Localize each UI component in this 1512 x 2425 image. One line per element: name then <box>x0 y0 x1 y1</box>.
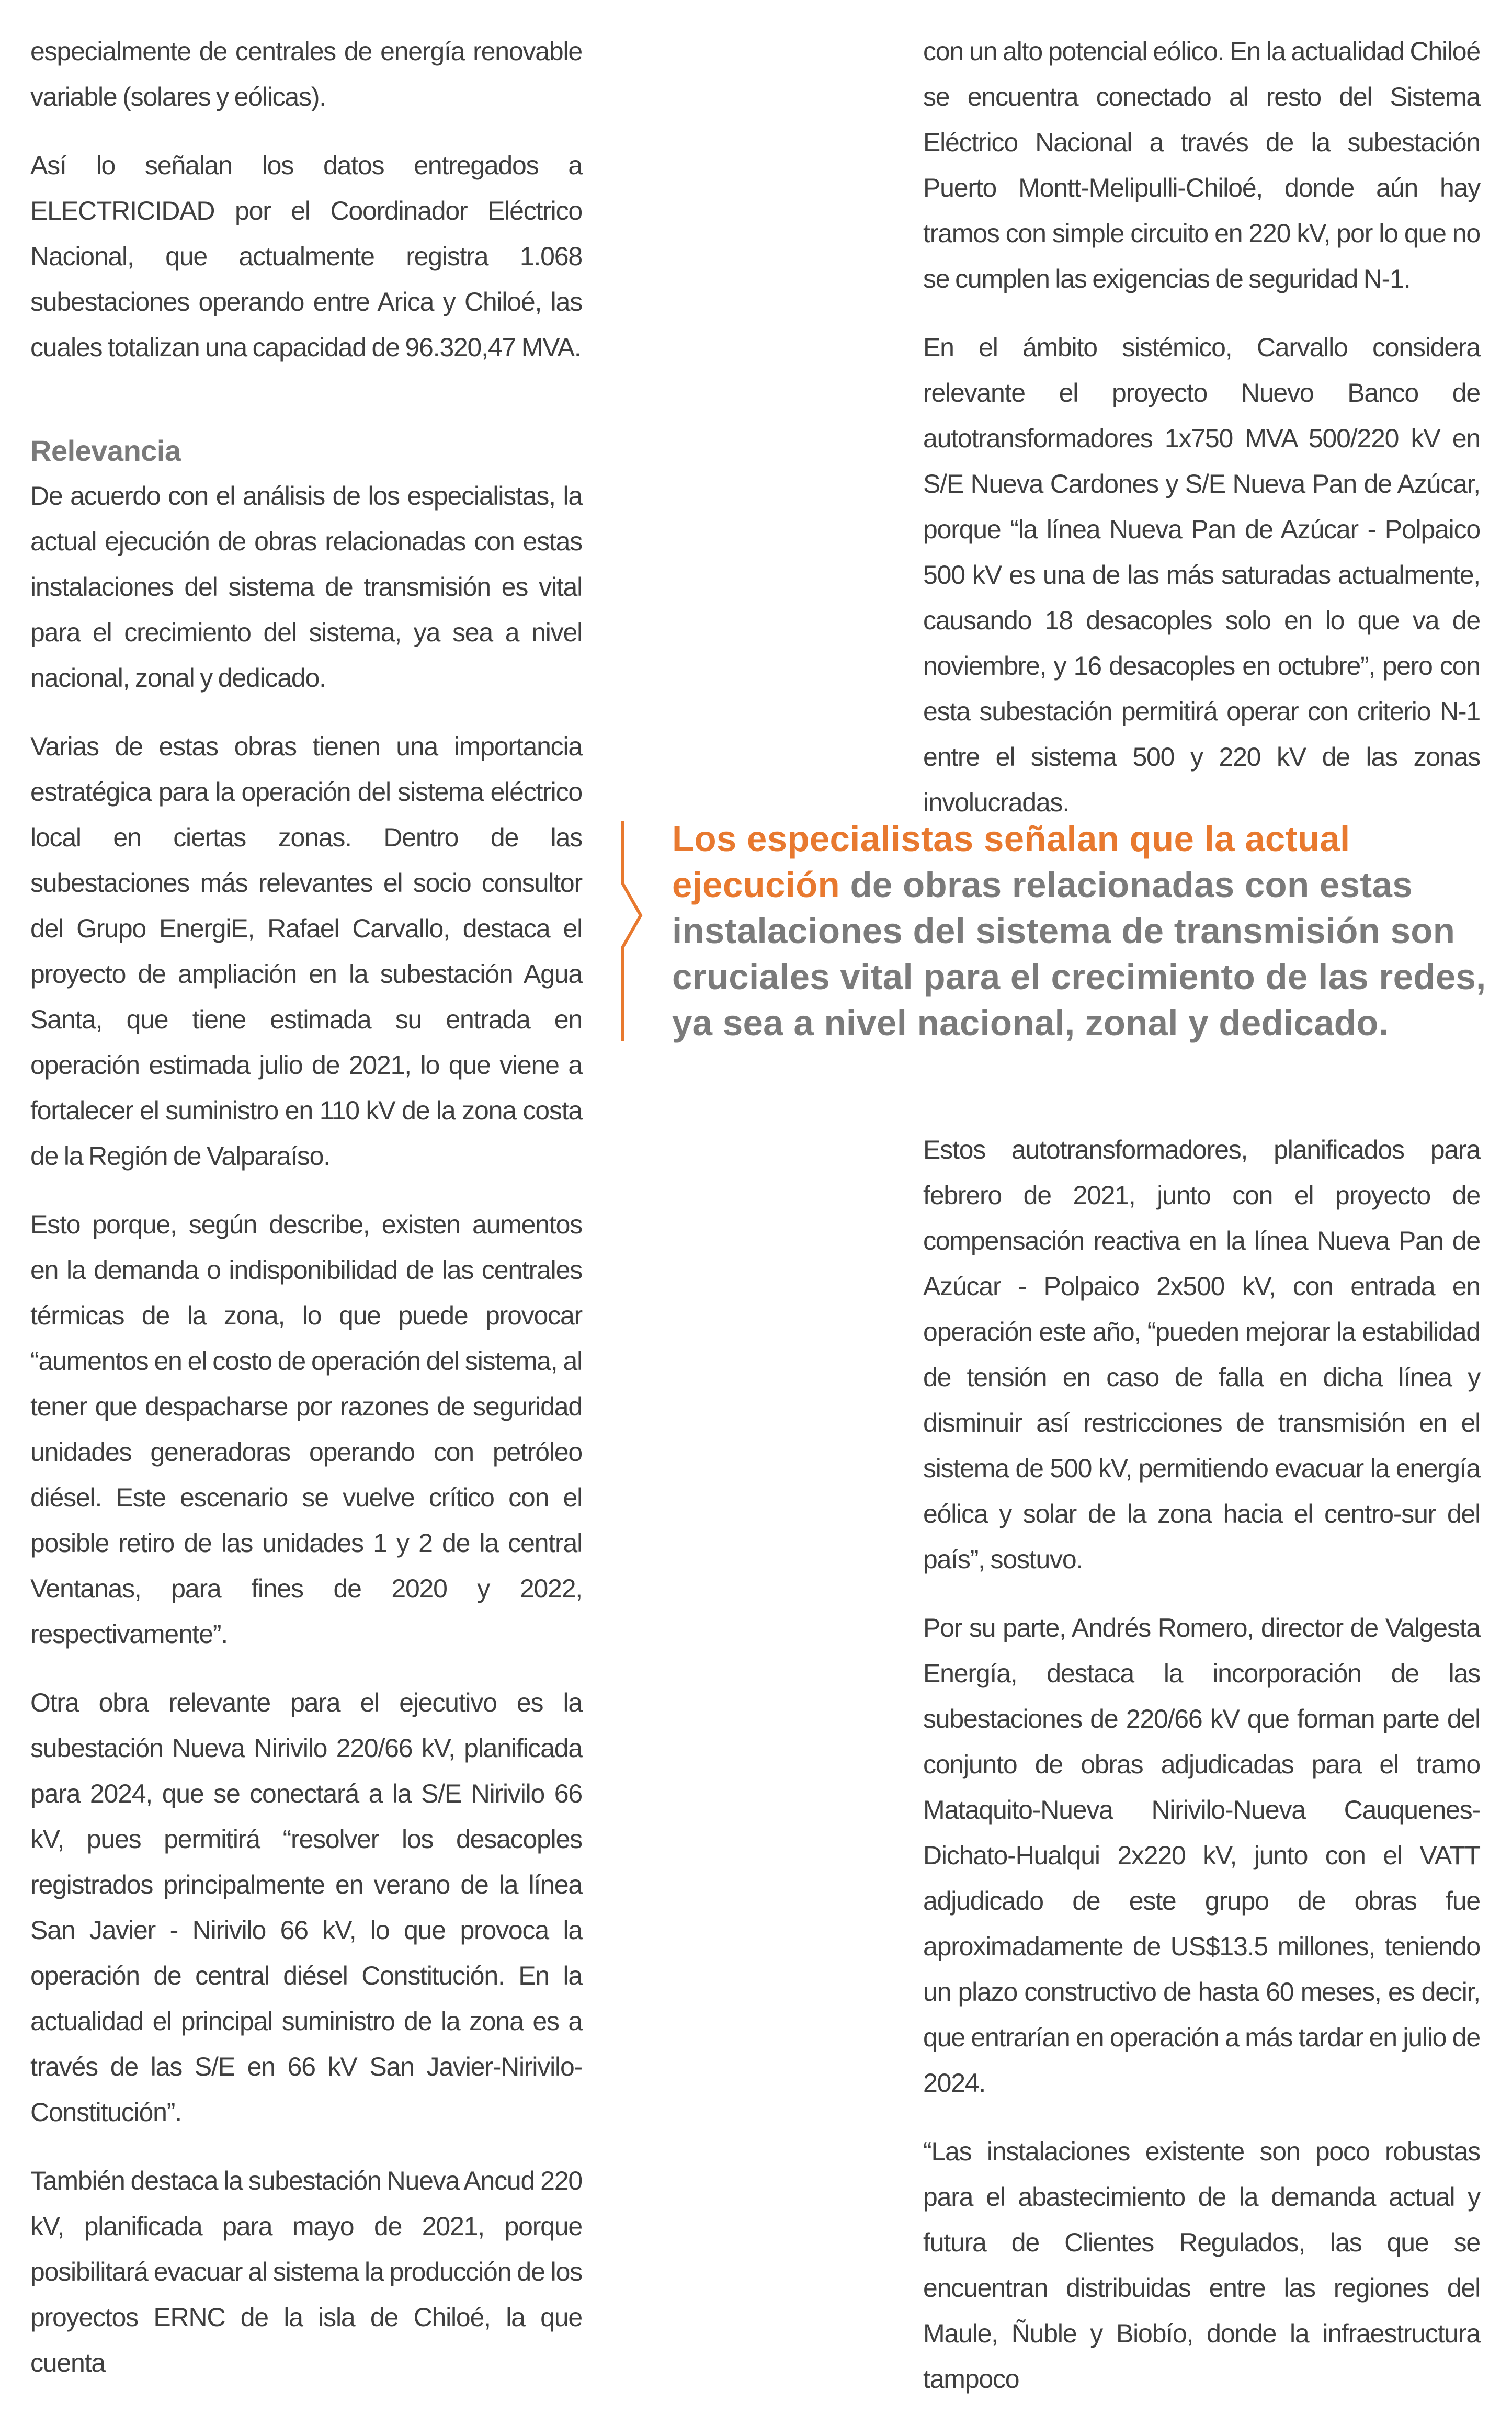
paragraph: especialmente de centrales de energía renovable variable (solares y eólicas). <box>30 37 582 111</box>
bracket-icon <box>620 821 643 1041</box>
paragraph: “Las instalaciones existente son poco robustas para el abastecimiento de la demanda actual y futura de Clientes Regulados, las que se encuentran distribuidas entre las regiones del Maule, Ñuble y Biobío, donde la infraestructura tampoco <box>923 2137 1480 2394</box>
paragraph: Otra obra relevante para el ejecutivo es la subestación Nueva Nirivilo 220/66 kV, planificada para 2024, que se conectará a la S/E Nirivilo 66 kV, pues permitirá “resolver los desacoples registrados principalmente en verano de la línea San Javier - Nirivilo 66 kV, lo que provoca la operación de central diésel Constitución. En la actualidad el principal suministro de la zona es a través de las S/E en 66 kV San Javier-Nirivilo-Constitución”. <box>30 1688 582 2127</box>
paragraph: Así lo señalan los datos entregados a ELECTRICIDAD por el Coordinador Eléctrico Nacional, que actualmente registra 1.068 subestaciones operando entre Arica y Chiloé, las cuales totalizan una capacidad de 96.320,47 MVA. <box>30 151 582 362</box>
paragraph: Por su parte, Andrés Romero, director de Valgesta Energía, destaca la incorporación de las subestaciones de 220/66 kV que forman parte del conjunto de obras adjudicadas para el tramo Mataquito-Nueva Nirivilo-Nueva Cauquenes-Dichato-Hualqui 2x220 kV, junto con el VATT adjudicado de este grupo de obras fue aproximadamente de US$13.5 millones, teniendo un plazo constructivo de hasta 60 meses, es decir, que entrarían en operación a más tardar en julio de 2024. <box>923 1613 1480 2098</box>
paragraph: También destaca la subestación Nueva Ancud 220 kV, planificada para mayo de 2021, porque posibilitará evacuar al sistema la producción de los proyectos ERNC de la isla de Chiloé, la que cuenta <box>30 2166 582 2377</box>
paragraph: En el ámbito sistémico, Carvallo considera relevante el proyecto Nuevo Banco de autotransformadores 1x750 MVA 500/220 kV en S/E Nueva Cardones y S/E Nueva Pan de Azúcar, porque “la línea Nueva Pan de Azúcar - Polpaico 500 kV es una de las más saturadas actualmente, causando 18 desacoples solo en lo que va de noviembre, y 16 desacoples en octubre”, pero con esta subestación permitirá operar con criterio N-1 entre el sistema 500 y 220 kV de las zonas involucradas. <box>923 333 1480 817</box>
pull-quote-highlight: Los especialistas señalan que la actual ejecución <box>672 819 1350 905</box>
paragraph: Varias de estas obras tienen una importancia estratégica para la operación del sistema eléctrico local en ciertas zonas. Dentro de las subestaciones más relevantes el socio consultor del Grupo EnergiE, Rafael Carvallo, destaca el proyecto de ampliación en la subestación Agua Santa, que tiene estimada su entrada en operación estimada julio de 2021, lo que viene a fortalecer el suministro en 110 kV de la zona costa de la Región de Valparaíso. <box>30 732 582 1171</box>
pull-quote-text <box>672 816 1488 1046</box>
right-column-bottom <box>923 1127 1480 2425</box>
paragraph: De acuerdo con el análisis de los especialistas, la actual ejecución de obras relacionadas con estas instalaciones del sistema de transmisión es vital para el crecimiento del sistema, ya sea a nivel nacional, zonal y dedicado. <box>30 481 582 693</box>
paragraph: con un alto potencial eólico. En la actualidad Chiloé se encuentra conectado al resto del Sistema Eléctrico Nacional a través de la subestación Puerto Montt-Melipulli-Chiloé, donde aún hay tramos con simple circuito en 220 kV, por lo que no se cumplen las exigencias de seguridad N-1. <box>923 37 1480 293</box>
pull-quote <box>620 816 1488 1051</box>
paragraph: Esto porque, según describe, existen aumentos en la demanda o indisponibilidad de las centrales térmicas de la zona, lo que puede provocar “aumentos en el costo de operación del sistema, al tener que despacharse por razones de seguridad unidades generadoras operando con petróleo diésel. Este escenario se vuelve crítico con el posible retiro de las unidades 1 y 2 de la central Ventanas, para fines de 2020 y 2022, respectivamente”. <box>30 1210 582 1649</box>
left-column <box>30 29 582 2409</box>
pull-quote-rest: de obras relacionadas con estas instalaciones del sistema de transmisión son cruciales vital para el crecimiento de las redes, ya sea a nivel nacional, zonal y dedicado. <box>672 865 1486 1043</box>
section-heading: Relevancia <box>30 434 181 467</box>
right-column-top <box>923 29 1480 848</box>
paragraph: Estos autotransformadores, planificados para febrero de 2021, junto con el proyecto de compensación reactiva en la línea Nueva Pan de Azúcar - Polpaico 2x500 kV, con entrada en operación este año, “pueden mejorar la estabilidad de tensión en caso de falla en dicha línea y disminuir así restricciones de transmisión en el sistema de 500 kV, permitiendo evacuar la energía eólica y solar de la zona hacia el centro-sur del país”, sostuvo. <box>923 1135 1480 1574</box>
